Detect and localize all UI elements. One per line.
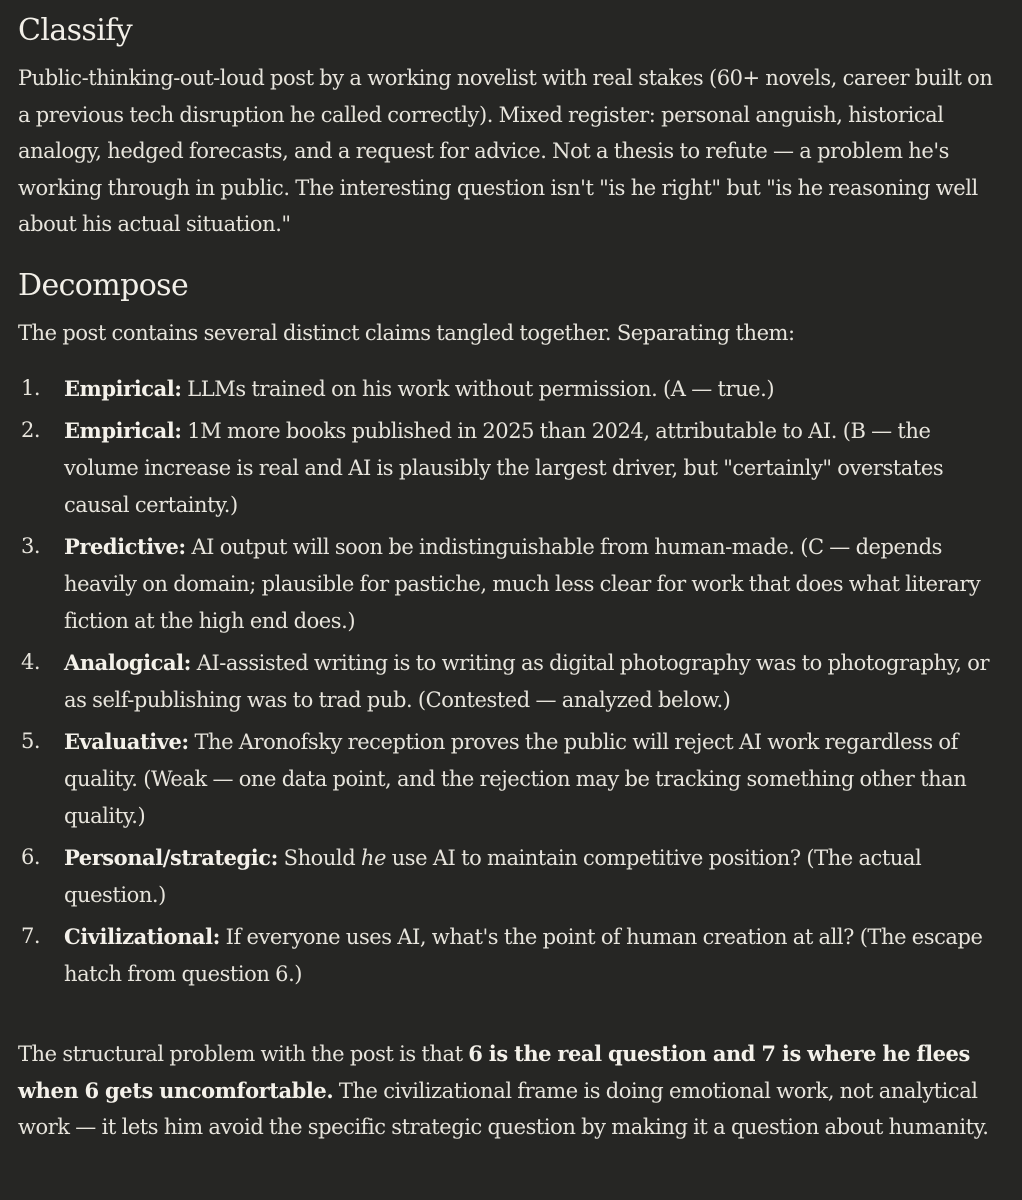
structural-text-before: The structural problem with the post is that — [18, 1042, 469, 1066]
claim-type: Civilizational: — [64, 924, 220, 949]
claim-text-after: use AI to maintain competitive position? (The actual question.) — [64, 846, 922, 907]
classify-paragraph: Public-thinking-out-loud post by a working novelist with real stakes (60+ novels, career built on a previous tech disruption he called correctly). Mixed register: personal anguish, historical analogy, hedged forecasts, and a request for advice. Not a thesis to refute — a problem he's working through in public. The interesting question isn't "is he right" but "is he reasoning well about his actual situation." — [18, 66, 993, 236]
claim-type: Analogical: — [64, 650, 191, 675]
claim-text-before: Should — [277, 846, 361, 870]
claim-emphasis: he — [360, 846, 386, 870]
claim-number: 5. — [21, 729, 41, 753]
claim-item — [18, 528, 1008, 640]
claim-item — [18, 370, 1008, 408]
claim-item — [18, 412, 1008, 524]
claim-item — [18, 839, 1008, 914]
claim-number: 6. — [21, 845, 41, 869]
claim-number: 3. — [21, 534, 41, 558]
classify-heading: Classify — [18, 13, 133, 48]
claim-text: If everyone uses AI, what's the point of human creation at all? (The escape hatch from question 6.) — [64, 925, 983, 986]
claim-number: 2. — [21, 418, 41, 442]
structural-text-after: The civilizational frame is doing emotional work, not analytical work — it lets him avoid the specific strategic question by making it a question about humanity. — [18, 1078, 989, 1139]
claim-text: 1M more books published in 2025 than 2024, attributable to AI. (B — the volume increase is real and AI is plausibly the largest driver, but "certainly" overstates causal certainty.) — [64, 419, 944, 517]
claim-number: 1. — [21, 376, 41, 400]
claim-item — [18, 723, 1008, 835]
structural-paragraph — [18, 1036, 1008, 1146]
claim-text: The Aronofsky reception proves the public will reject AI work regardless of quality. (Weak — one data point, and the rejection may be tracking something other than quality.) — [64, 730, 967, 828]
claim-type: Empirical: — [64, 418, 182, 443]
claim-text: AI-assisted writing is to writing as digital photography was to photography, or as self-publishing was to trad pub. (Contested — analyzed below.) — [64, 651, 990, 712]
claim-text: LLMs trained on his work without permission. (A — true.) — [181, 377, 775, 401]
decompose-intro: The post contains several distinct claims tangled together. Separating them: — [18, 321, 795, 345]
claim-number: 7. — [21, 924, 41, 948]
claim-item — [18, 644, 1008, 719]
claim-type: Predictive: — [64, 534, 186, 559]
claim-number: 4. — [21, 650, 41, 674]
claim-item — [18, 918, 1008, 993]
claim-type: Personal/strategic: — [64, 845, 278, 870]
claim-type: Evaluative: — [64, 729, 189, 754]
claim-text: AI output will soon be indistinguishable from human-made. (C — depends heavily on domain; plausible for pastiche, much less clear for work that does what literary fiction at the high end does.) — [64, 535, 981, 633]
claim-type: Empirical: — [64, 376, 182, 401]
decompose-heading: Decompose — [18, 268, 189, 303]
structural-bold-text: 6 is the real question and 7 is where he flees when 6 gets uncomfortable. — [18, 1041, 970, 1103]
claims-list — [18, 370, 1008, 997]
